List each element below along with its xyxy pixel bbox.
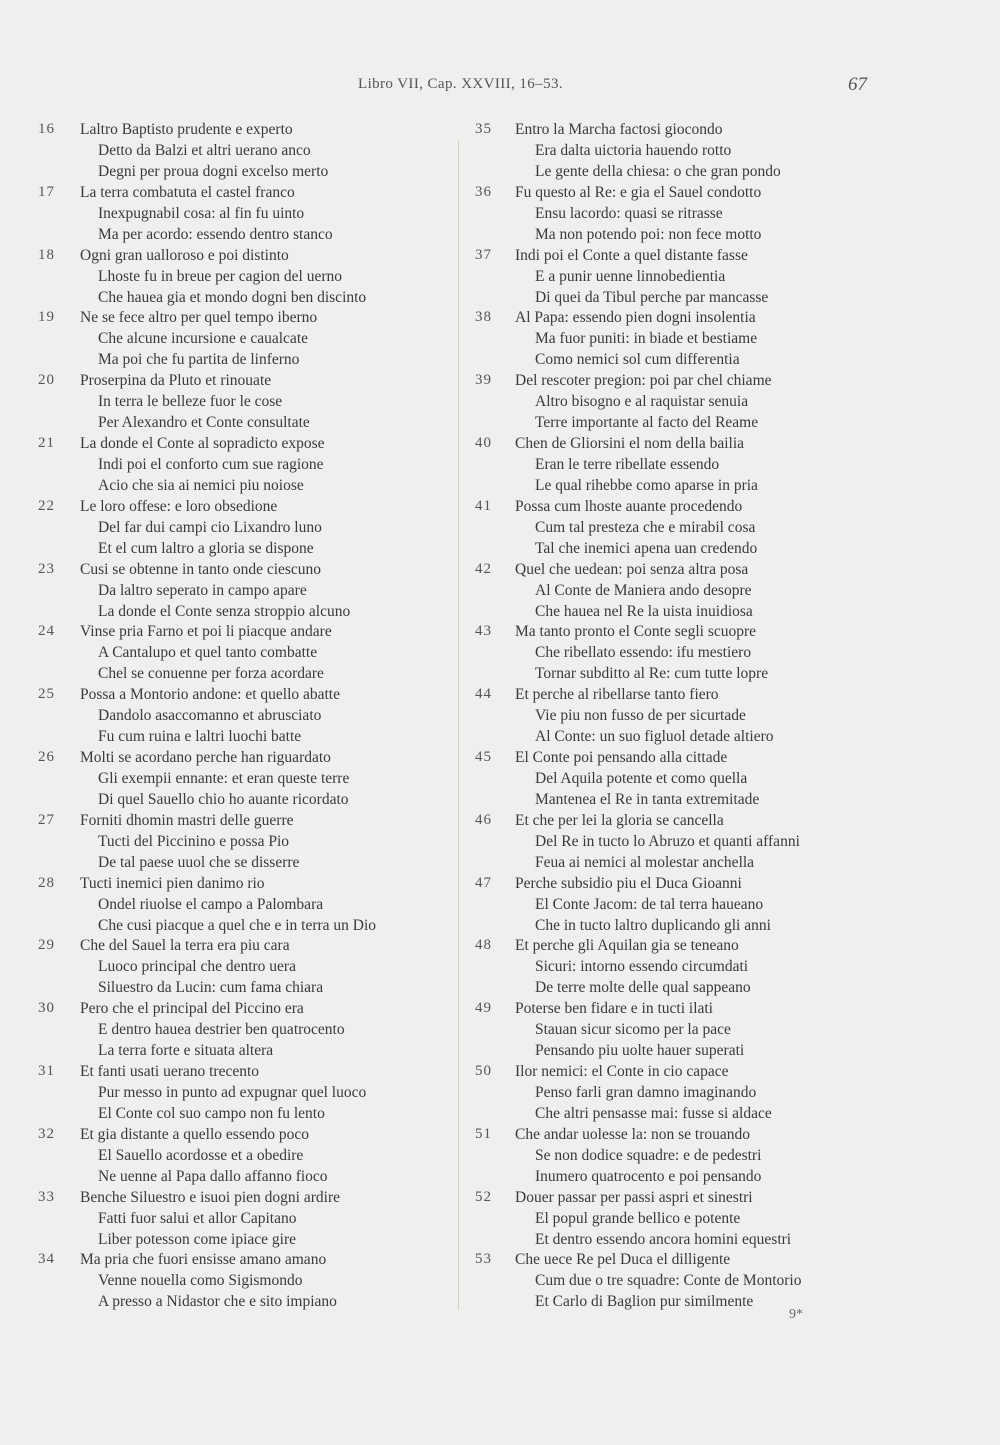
verse-line: Stauan sicur sicomo per la pace	[535, 1021, 731, 1039]
verse-line: A presso a Nidastor che e sito impiano	[98, 1293, 337, 1311]
stanza-number: 47	[475, 874, 492, 891]
verse-line: Perche subsidio piu el Duca Gioanni	[515, 874, 742, 892]
verse-line: Venne nouella como Sigismondo	[98, 1272, 303, 1290]
stanza-number: 30	[38, 1000, 55, 1017]
stanza	[475, 246, 895, 309]
verse-line: La donde el Conte al sopradicto expose	[80, 434, 325, 452]
verse-line: Proserpina da Pluto et rinouate	[80, 372, 272, 390]
verse-line: La terra combatuta el castel franco	[80, 183, 295, 201]
verse-line: Al Papa: essendo pien dogni insolentia	[515, 309, 756, 327]
stanza-number: 46	[475, 811, 492, 828]
stanza-number: 37	[475, 246, 492, 263]
verse-line: Et fanti usati uerano trecento	[80, 1062, 260, 1080]
verse-line: Chel se conuenne per forza acordare	[98, 665, 324, 683]
verse-line: Che ribellato essendo: ifu mestiero	[535, 644, 752, 662]
verse-line: Cusi se obtenne in tanto onde ciescuno	[80, 560, 322, 578]
stanza	[475, 1188, 895, 1251]
stanza	[38, 748, 458, 811]
stanza	[38, 246, 458, 309]
running-head: Libro VII, Cap. XXVIII, 16–53.	[358, 76, 564, 92]
stanza-number: 20	[38, 372, 55, 389]
verse-line: Al Conte: un suo figluol detade altiero	[535, 728, 774, 746]
stanza	[38, 685, 458, 748]
stanza-number: 17	[38, 183, 55, 200]
stanza-number: 25	[38, 686, 55, 703]
stanza-number: 51	[475, 1125, 492, 1142]
verse-line: Che alcune incursione e caualcate	[98, 330, 308, 348]
stanza-number: 41	[475, 497, 492, 514]
verse-line: Pero che el principal del Piccino era	[80, 1000, 304, 1018]
stanza	[38, 999, 458, 1062]
stanza	[38, 1125, 458, 1188]
verse-line: Che del Sauel la terra era piu cara	[80, 937, 290, 955]
verse-line: Molti se acordano perche han riguardato	[80, 748, 331, 766]
verse-line: Ma tanto pronto el Conte segli scuopre	[515, 623, 757, 641]
verse-line: Et che per lei la gloria se cancella	[515, 811, 724, 829]
stanza	[475, 120, 895, 183]
verse-line: Penso farli gran damno imaginando	[535, 1083, 757, 1101]
stanza	[475, 685, 895, 748]
verse-line: Inexpugnabil cosa: al fin fu uinto	[98, 204, 305, 222]
verse-line: Le qual rihebbe como aparse in pria	[535, 476, 758, 494]
verse-line: Che uece Re pel Duca el dilligente	[515, 1251, 731, 1269]
stanza-number: 33	[38, 1188, 55, 1205]
stanza-number: 31	[38, 1062, 55, 1079]
stanza	[475, 434, 895, 497]
verse-line: E dentro hauea destrier ben quatrocento	[98, 1021, 345, 1039]
verse-line: Quel che uedean: poi senza altra posa	[515, 560, 749, 578]
stanza	[38, 183, 458, 246]
stanza-number: 43	[475, 623, 492, 640]
verse-line: El Conte col suo campo non fu lento	[98, 1104, 325, 1122]
page-number: 67	[848, 74, 867, 95]
verse-line: Acio che sia ai nemici piu noiose	[98, 476, 304, 494]
stanza-number: 45	[475, 748, 492, 765]
verse-line: Vie piu non fusso de per sicurtade	[535, 707, 746, 725]
verse-line: De terre molte delle qual sappeano	[535, 979, 751, 997]
stanza-number: 36	[475, 183, 492, 200]
verse-line: Ilor nemici: el Conte in cio capace	[515, 1062, 729, 1080]
page-header	[0, 74, 1000, 104]
stanza	[475, 811, 895, 874]
stanza	[475, 183, 895, 246]
stanza	[38, 371, 458, 434]
stanza	[38, 811, 458, 874]
stanza	[475, 622, 895, 685]
verse-line: Al Conte de Maniera ando desopre	[535, 581, 752, 599]
verse-line: Possa a Montorio andone: et quello abatte	[80, 686, 340, 704]
verse-line: Pur messo in punto ad expugnar quel luoco	[98, 1083, 367, 1101]
verse-line: Como nemici sol cum differentia	[535, 351, 740, 369]
verse-line: Che andar uolesse la: non se trouando	[515, 1125, 751, 1143]
verse-line: Possa cum lhoste auante procedendo	[515, 497, 743, 515]
verse-line: Mantenea el Re in tanta extremitade	[535, 790, 760, 808]
verse-line: Et perche gli Aquilan gia se teneano	[515, 937, 739, 955]
verse-line: Tucti del Piccinino e possa Pio	[98, 832, 290, 850]
verse-line: Ne se fece altro per quel tempo iberno	[80, 309, 318, 327]
stanza	[38, 1062, 458, 1125]
stanza-number: 29	[38, 937, 55, 954]
verse-line: Lhoste fu in breue per cagion del uerno	[98, 267, 343, 285]
stanza	[38, 497, 458, 560]
verse-line: Era dalta uictoria hauendo rotto	[535, 142, 732, 159]
verse-line: Inumero quatrocento e poi pensando	[535, 1167, 762, 1185]
left-column	[38, 120, 458, 1313]
verse-line: Che hauea nel Re la uista inuidiosa	[535, 602, 753, 620]
verse-line: Le loro offese: e loro obsedione	[80, 497, 278, 515]
stanza-number: 42	[475, 560, 492, 577]
stanza-number: 40	[475, 434, 492, 451]
stanza-number: 38	[475, 309, 492, 326]
stanza	[475, 371, 895, 434]
verse-line: Detto da Balzi et altri uerano anco	[98, 142, 311, 159]
verse-line: Ma non potendo poi: non fece motto	[535, 225, 762, 243]
stanza-number: 35	[475, 121, 492, 137]
stanza	[38, 434, 458, 497]
verse-line: Chen de Gliorsini el nom della bailia	[515, 434, 745, 452]
verse-line: Siluestro da Lucin: cum fama chiara	[98, 979, 324, 997]
stanza-number: 16	[38, 121, 55, 137]
stanza-number: 24	[38, 623, 55, 640]
verse-line: Tal che inemici apena uan credendo	[535, 539, 758, 557]
verse-line: Fu cum ruina e laltri luochi batte	[98, 728, 302, 746]
verse-line: Benche Siluestro e isuoi pien dogni ardire	[80, 1188, 340, 1206]
verse-line: Del rescoter pregion: poi par chel chiame	[515, 372, 772, 390]
stanza	[475, 874, 895, 937]
stanza-number: 23	[38, 560, 55, 577]
verse-line: Cum tal presteza che e mirabil cosa	[535, 518, 756, 536]
stanza-number: 21	[38, 434, 55, 451]
stanza-number: 22	[38, 497, 55, 514]
verse-line: Ma fuor puniti: in biade et bestiame	[535, 330, 758, 348]
stanza-number: 32	[38, 1125, 55, 1142]
stanza	[38, 1250, 458, 1313]
verse-line: Entro la Marcha factosi giocondo	[515, 121, 723, 138]
stanza	[475, 999, 895, 1062]
verse-line: Cum due o tre squadre: Conte de Montorio	[535, 1272, 802, 1290]
stanza-number: 48	[475, 937, 492, 954]
verse-line: Di quei da Tibul perche par mancasse	[535, 288, 769, 306]
verse-line: Liber potesson come ipiace gire	[98, 1230, 296, 1248]
verse-line: El Conte poi pensando alla cittade	[515, 748, 728, 766]
stanza	[475, 560, 895, 623]
verse-line: Gli exempii ennante: et eran queste terre	[98, 769, 350, 787]
verse-line: El Sauello acordosse et a obedire	[98, 1146, 304, 1164]
verse-line: Feua ai nemici al molestar anchella	[535, 853, 755, 871]
stanza	[38, 874, 458, 937]
verse-line: Dandolo asaccomanno et abrusciato	[98, 707, 322, 725]
stanza-number: 34	[38, 1251, 55, 1268]
verse-line: Et el cum laltro a gloria se dispone	[98, 539, 314, 557]
verse-line: Che altri pensasse mai: fusse si aldace	[535, 1104, 772, 1122]
verse-line: Tornar subditto al Re: cum tutte lopre	[535, 665, 769, 683]
stanza	[38, 936, 458, 999]
verse-line: Altro bisogno e al raquistar senuia	[535, 393, 749, 411]
verse-line: Di quel Sauello chio ho auante ricordato	[98, 790, 349, 808]
verse-line: Ma pria che fuori ensisse amano amano	[80, 1251, 327, 1269]
verse-line: Che in tucto laltro duplicando gli anni	[535, 916, 771, 934]
stanza	[475, 748, 895, 811]
verse-line: Vinse pria Farno et poi li piacque andare	[80, 623, 332, 641]
verse-line: Del far dui campi cio Lixandro luno	[98, 518, 322, 536]
verse-line: Ogni gran ualloroso e poi distinto	[80, 246, 289, 264]
verse-line: Degni per proua dogni excelso merto	[98, 163, 329, 180]
stanza-number: 53	[475, 1251, 492, 1268]
verse-line: Del Re in tucto lo Abruzo et quanti affanni	[535, 832, 800, 850]
verse-line: Ma per acordo: essendo dentro stanco	[98, 225, 333, 243]
verse-line: Fu questo al Re: e gia el Sauel condotto	[515, 183, 762, 201]
stanza	[475, 936, 895, 999]
verse-line: Et perche al ribellarse tanto fiero	[515, 686, 719, 704]
stanza	[38, 120, 458, 183]
stanza	[475, 308, 895, 371]
stanza	[475, 1125, 895, 1188]
stanza-number: 19	[38, 309, 55, 326]
stanza	[475, 1250, 895, 1313]
stanza-number: 28	[38, 874, 55, 891]
verse-line: Poterse ben fidare e in tucti ilati	[515, 1000, 713, 1018]
verse-line: Terre importante al facto del Reame	[535, 414, 759, 432]
verse-line: Le gente della chiesa: o che gran pondo	[535, 163, 781, 180]
verse-line: Laltro Baptisto prudente e experto	[80, 121, 293, 138]
verse-line: Del Aquila potente et como quella	[535, 769, 748, 787]
stanza	[475, 497, 895, 560]
verse-line: Et dentro essendo ancora homini equestri	[535, 1230, 792, 1248]
verse-line: A Cantalupo et quel tanto combatte	[98, 644, 318, 662]
stanza	[38, 1188, 458, 1251]
stanza-number: 39	[475, 372, 492, 389]
column-divider	[458, 140, 459, 1310]
verse-line: La donde el Conte senza stroppio alcuno	[98, 602, 351, 620]
verse-line: Indi poi el conforto cum sue ragione	[98, 455, 324, 473]
stanza-number: 18	[38, 246, 55, 263]
verse-line: Indi poi el Conte a quel distante fasse	[515, 246, 748, 264]
stanza-number: 26	[38, 748, 55, 765]
verse-line: Luoco principal che dentro uera	[98, 958, 296, 976]
stanza	[38, 622, 458, 685]
verse-line: Ensu lacordo: quasi se ritrasse	[535, 204, 723, 222]
verse-line: Che hauea gia et mondo dogni ben discinto	[98, 288, 367, 306]
stanza	[38, 308, 458, 371]
verse-line: Eran le terre ribellate essendo	[535, 455, 720, 473]
stanza	[38, 560, 458, 623]
verse-line: Ne uenne al Papa dallo affanno fioco	[98, 1167, 328, 1185]
verse-line: Ma poi che fu partita de linferno	[98, 351, 300, 369]
verse-line: De tal paese uuol che se disserre	[98, 853, 300, 871]
verse-line: Pensando piu uolte hauer superati	[535, 1042, 745, 1060]
verse-line: In terra le belleze fuor le cose	[98, 393, 283, 411]
verse-line: Tucti inemici pien danimo rio	[80, 874, 265, 892]
verse-line: Per Alexandro et Conte consultate	[98, 414, 310, 432]
verse-line: Ondel riuolse el campo a Palombara	[98, 895, 324, 913]
signature-mark: 9*	[789, 1307, 803, 1322]
verse-line: Che cusi piacque a quel che e in terra un Dio	[98, 916, 377, 934]
stanza-number: 50	[475, 1062, 492, 1079]
verse-line: Se non dodice squadre: e de pedestri	[535, 1146, 762, 1164]
right-column	[475, 120, 895, 1313]
stanza-number: 49	[475, 1000, 492, 1017]
verse-line: Douer passar per passi aspri et sinestri	[515, 1188, 753, 1206]
stanza	[475, 1062, 895, 1125]
verse-line: E a punir uenne linnobedientia	[535, 267, 726, 285]
verse-line: Et Carlo di Baglion pur similmente	[535, 1293, 754, 1311]
verse-line: Et gia distante a quello essendo poco	[80, 1125, 309, 1143]
stanza-number: 52	[475, 1188, 492, 1205]
verse-line: Forniti dhomin mastri delle guerre	[80, 811, 294, 829]
stanza-number: 44	[475, 686, 492, 703]
verse-line: Da laltro seperato in campo apare	[98, 581, 307, 599]
verse-line: La terra forte e situata altera	[98, 1042, 274, 1060]
verse-line: El popul grande bellico e potente	[535, 1209, 741, 1227]
stanza-number: 27	[38, 811, 55, 828]
verse-line: Fatti fuor salui et allor Capitano	[98, 1209, 297, 1227]
verse-line: El Conte Jacom: de tal terra haueano	[535, 895, 764, 913]
verse-line: Sicuri: intorno essendo circumdati	[535, 958, 749, 976]
